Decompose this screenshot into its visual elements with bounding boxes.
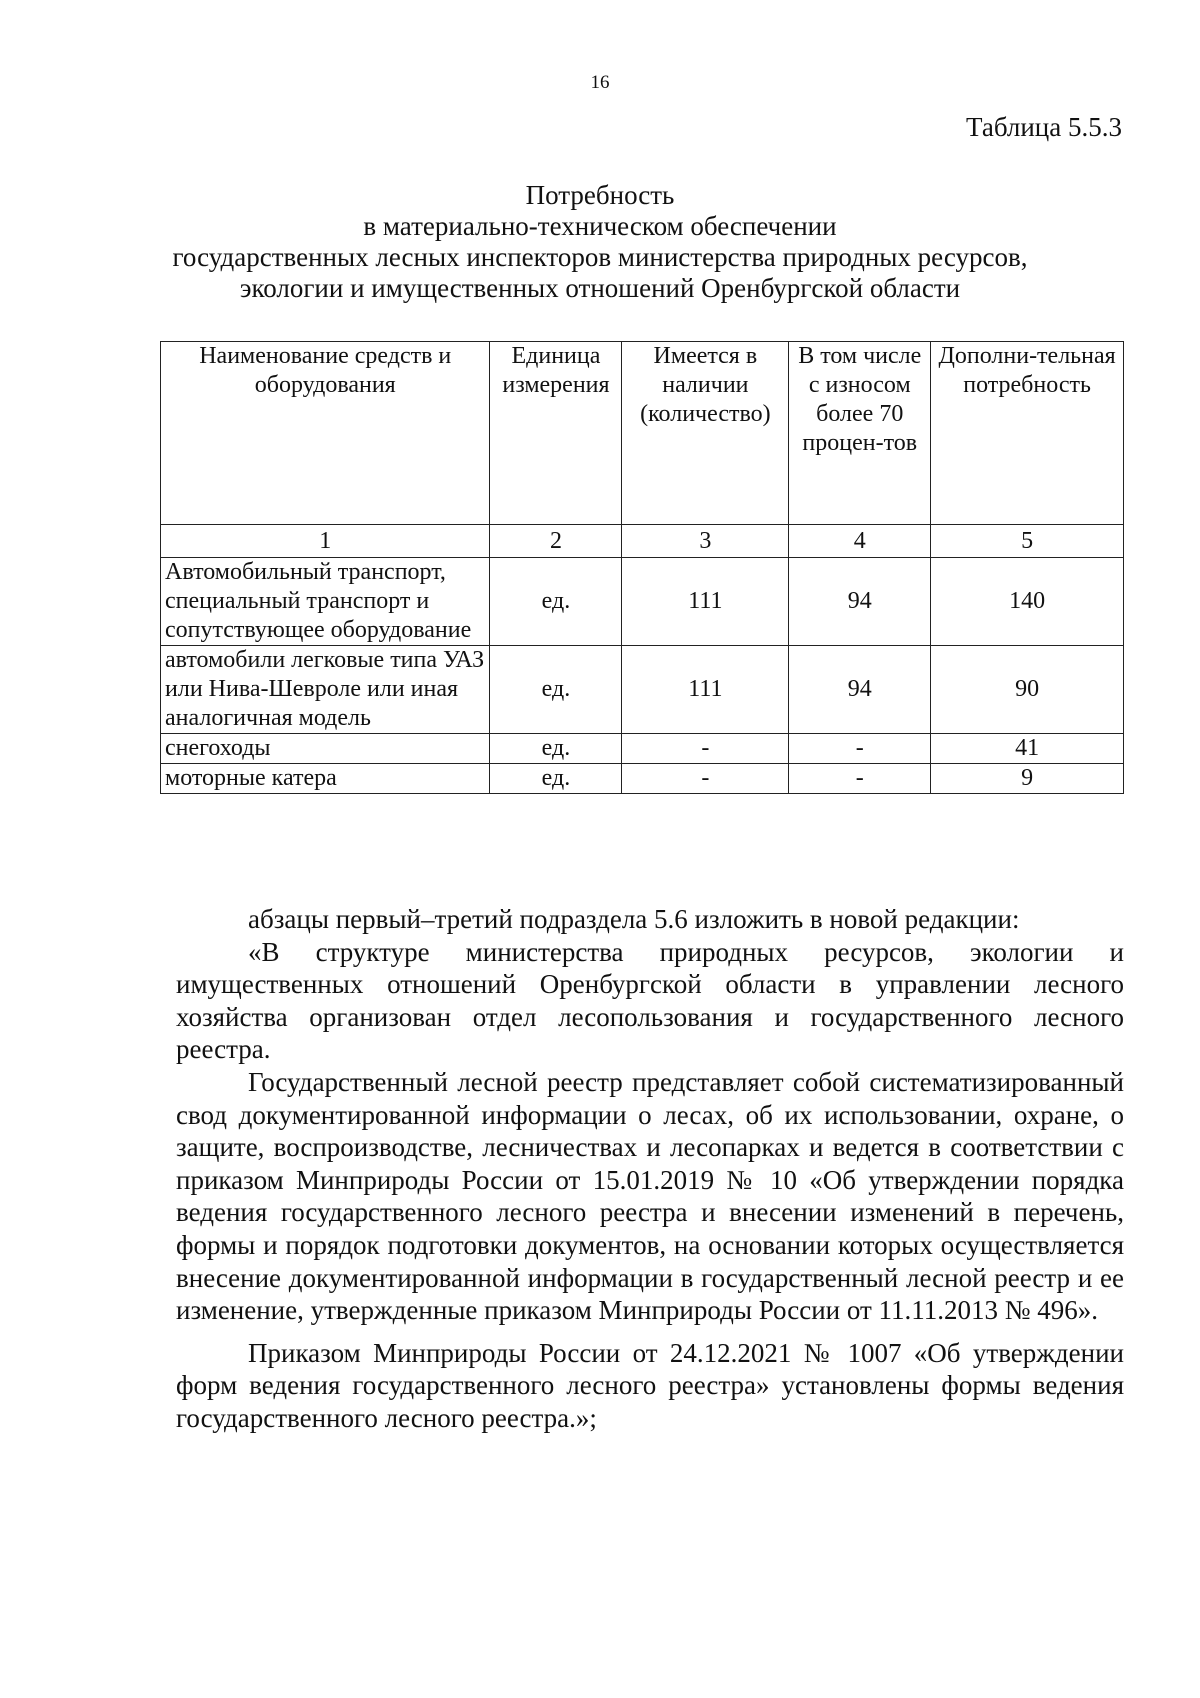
cell-name: Автомобильный транспорт, специальный транспорт и сопутствующее оборудование xyxy=(161,558,490,646)
table-row xyxy=(161,558,1124,646)
cell-unit: ед. xyxy=(490,734,622,764)
title-line: экологии и имущественных отношений Оренбургской области xyxy=(239,273,961,303)
cell-unit: ед. xyxy=(490,764,622,794)
cell-worn: 94 xyxy=(789,558,931,646)
title-line: Потребность xyxy=(525,180,675,210)
paragraph: «В структуре министерства природных ресурсов, экологии и имущественных отношений Оренбургской области в управлении лесного хозяйства организован отдел лесопользования и государственного лесного реестра. xyxy=(176,936,1124,1065)
paragraph: Приказом Минприроды России от 24.12.2021 № 1007 «Об утверждении форм ведения государственного лесного реестра» установлены формы ведения государственного лесного реестра.»; xyxy=(176,1337,1124,1433)
header-unit: Единица измерения xyxy=(490,342,622,525)
cell-worn: - xyxy=(789,734,931,764)
paragraph: Государственный лесной реестр представляет собой систематизированный свод документированной информации о лесах, об их использовании, охране, о защите, воспроизводстве, лесничествах и лесопарках и ведется в соответствии с приказом Минприроды России от 15.01.2019 № 10 «Об утверждении порядка ведения государственного лесного реестра и внесении изменений в перечень, формы и порядок подготовки документов, на основании которых осуществляется внесение документированной информации в государственный лесной реестр и ее изменение, утвержденные приказом Минприроды России от 11.11.2013 № 496». xyxy=(176,1066,1124,1326)
cell-additional: 9 xyxy=(931,764,1124,794)
needs-table xyxy=(160,341,1124,794)
column-number: 5 xyxy=(931,525,1124,558)
table-title xyxy=(0,180,1200,304)
cell-name: моторные катера xyxy=(161,764,490,794)
header-available: Имеется в наличии (количество) xyxy=(622,342,789,525)
cell-available: 111 xyxy=(622,558,789,646)
cell-worn: - xyxy=(789,764,931,794)
column-number: 4 xyxy=(789,525,931,558)
title-line: в материально-техническом обеспечении xyxy=(363,211,837,241)
cell-worn: 94 xyxy=(789,646,931,734)
cell-available: 111 xyxy=(622,646,789,734)
table-header-row xyxy=(161,342,1124,525)
cell-unit: ед. xyxy=(490,558,622,646)
table-row xyxy=(161,764,1124,794)
cell-additional: 140 xyxy=(931,558,1124,646)
column-number-row xyxy=(161,525,1124,558)
cell-name: снегоходы xyxy=(161,734,490,764)
cell-additional: 90 xyxy=(931,646,1124,734)
table-row xyxy=(161,646,1124,734)
header-additional: Дополни-тельная потребность xyxy=(931,342,1124,525)
title-line: государственных лесных инспекторов министерства природных ресурсов, xyxy=(172,242,1028,272)
cell-unit: ед. xyxy=(490,646,622,734)
cell-available: - xyxy=(622,764,789,794)
cell-available: - xyxy=(622,734,789,764)
table-row xyxy=(161,734,1124,764)
page-number: 16 xyxy=(590,72,610,93)
table-label: Таблица 5.5.3 xyxy=(966,112,1122,142)
body-text xyxy=(176,903,1124,1435)
cell-name: автомобили легковые типа УАЗ или Нива-Шевроле или иная аналогичная модель xyxy=(161,646,490,734)
column-number: 2 xyxy=(490,525,622,558)
column-number: 3 xyxy=(622,525,789,558)
header-name: Наименование средств и оборудования xyxy=(161,342,490,525)
header-worn: В том числе с износом более 70 процен-тов xyxy=(789,342,931,525)
cell-additional: 41 xyxy=(931,734,1124,764)
paragraph: абзацы первый–третий подраздела 5.6 изложить в новой редакции: xyxy=(248,904,1020,934)
column-number: 1 xyxy=(161,525,490,558)
